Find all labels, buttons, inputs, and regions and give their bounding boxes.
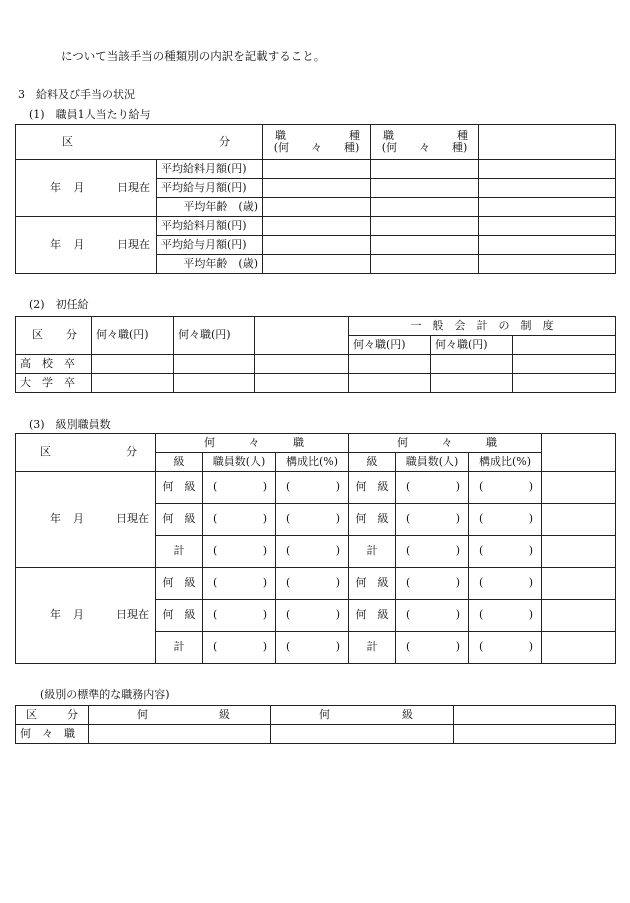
starting-salary-table bbox=[15, 316, 616, 393]
ratio-header: 構成比(%) bbox=[469, 453, 542, 472]
empty-header bbox=[479, 125, 616, 160]
date-cell: 年 月 日現在 bbox=[16, 160, 157, 217]
job1-header: 何 々 職 bbox=[156, 434, 349, 453]
intro-note: について当該手当の種類別の内訳を記載すること。 bbox=[61, 49, 326, 63]
total-label: 計 bbox=[156, 632, 203, 664]
kubun-header: 区 分 bbox=[16, 434, 156, 472]
kubun-header: 区 分 bbox=[16, 317, 92, 355]
total-label: 計 bbox=[156, 536, 203, 568]
row-label: 平均給与月額(円) bbox=[157, 179, 263, 198]
gen-job-col-2: 何々職(円) bbox=[431, 336, 513, 355]
grade-label: 何 級 bbox=[349, 568, 396, 600]
grade-label: 何 級 bbox=[349, 504, 396, 536]
kubun-header: 区 分 bbox=[16, 125, 263, 160]
sub2-heading: (2) 初任給 bbox=[29, 298, 89, 311]
job-col-2: 何々職(円) bbox=[174, 317, 255, 355]
grade-label: 何 級 bbox=[156, 472, 203, 504]
date-cell: 年 月 日現在 bbox=[16, 568, 156, 664]
row-label: 平均給料月額(円) bbox=[157, 217, 263, 236]
section3-heading: 3 給料及び手当の状況 bbox=[18, 88, 135, 101]
sub1-heading: (1) 職員1人当たり給与 bbox=[29, 108, 151, 121]
row-label: 平均年齢 (歳) bbox=[157, 255, 263, 274]
grade-col-2: 何 級 bbox=[271, 706, 454, 725]
row-label: 大 学 卒 bbox=[16, 374, 92, 393]
grade-label: 何 級 bbox=[349, 472, 396, 504]
count-header: 職員数(人) bbox=[396, 453, 469, 472]
count-header: 職員数(人) bbox=[203, 453, 276, 472]
grade-label: 何 級 bbox=[156, 504, 203, 536]
job2-header: 何 々 職 bbox=[349, 434, 542, 453]
staff-by-grade-table: 区 分 何 々 職 何 々 職 級 職員数(人) 構成比(%) 級 職員数(人) 構成比(%) 年 月 日現在 何 級 ( ) ( ) 何 級 ( ) ( ) 何 級 ( ) ( ) 何 級 ( ) ( ) 計 ( ) ( ) 計 ( ) ( ) 年 月 日現在 何 級 ( ) ( ) 何 級 ( ) ( ) 何 級 ( ) ( ) 何 級 ( ) ( ) 計 ( ) ( ) 計 ( ) ( ) bbox=[15, 433, 616, 664]
kubun-header: 区 分 bbox=[16, 706, 89, 725]
total-label: 計 bbox=[349, 632, 396, 664]
grade-header: 級 bbox=[156, 453, 203, 472]
grade-label: 何 級 bbox=[156, 568, 203, 600]
grade-header: 級 bbox=[349, 453, 396, 472]
grade-col-1: 何 級 bbox=[89, 706, 271, 725]
gen-job-col-1: 何々職(円) bbox=[349, 336, 431, 355]
job-col-1: 何々職(円) bbox=[92, 317, 174, 355]
sub4-heading: (級別の標準的な職務内容) bbox=[40, 688, 170, 701]
empty-col bbox=[255, 317, 349, 355]
salary-per-staff-table bbox=[15, 124, 616, 274]
row-label: 何 々 職 bbox=[16, 725, 89, 744]
date-cell: 年 月 日現在 bbox=[16, 472, 156, 568]
ratio-header: 構成比(%) bbox=[276, 453, 349, 472]
row-label: 高 校 卒 bbox=[16, 355, 92, 374]
job-type-b-header: 職 種 (何 々 種) bbox=[371, 125, 479, 160]
grade-duties-table bbox=[15, 705, 616, 744]
row-label: 平均給与月額(円) bbox=[157, 236, 263, 255]
job-type-a-header: 職 種 (何 々 種) bbox=[263, 125, 371, 160]
total-label: 計 bbox=[349, 536, 396, 568]
row-label: 平均給料月額(円) bbox=[157, 160, 263, 179]
date-cell: 年 月 日現在 bbox=[16, 217, 157, 274]
general-account-header: 一 般 会 計 の 制 度 bbox=[349, 317, 616, 336]
grade-label: 何 級 bbox=[156, 600, 203, 632]
grade-label: 何 級 bbox=[349, 600, 396, 632]
row-label: 平均年齢 (歳) bbox=[157, 198, 263, 217]
sub3-heading: (3) 級別職員数 bbox=[29, 418, 111, 431]
